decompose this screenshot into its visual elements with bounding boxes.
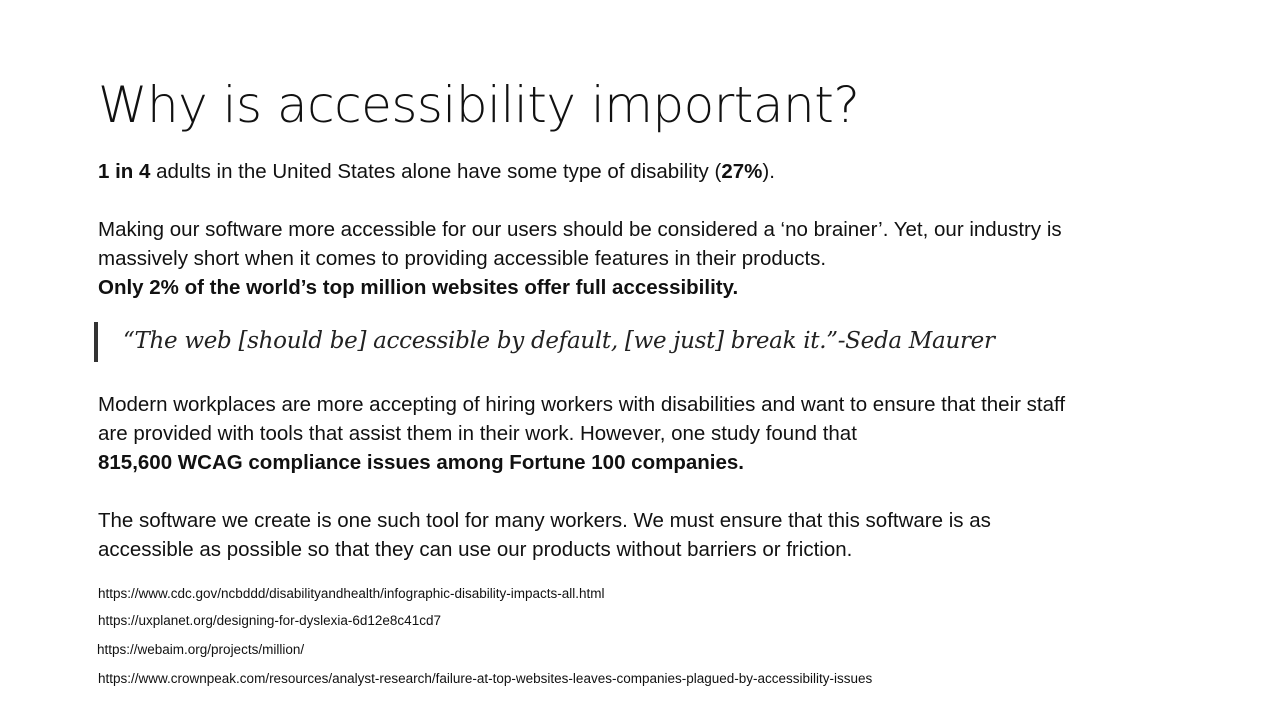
slide-title: Why is accessibility important? — [98, 76, 860, 134]
software-paragraph: The software we create is one such tool for many workers. We must ensure that this software is as accessible as possible so that they can use our products without barriers or friction. — [98, 509, 991, 561]
reference-link[interactable]: https://webaim.org/projects/million/ — [97, 642, 305, 657]
two-percent-statement: Only 2% of the world’s top million websites offer full accessibility. — [98, 276, 739, 299]
reference-link[interactable]: https://www.crownpeak.com/resources/analyst-research/failure-at-top-websites-leaves-companies-plagued-by-accessibility-issues — [98, 671, 873, 686]
reference-link[interactable]: https://uxplanet.org/designing-for-dyslexia-6d12e8c41cd7 — [98, 613, 441, 628]
reference-link[interactable]: https://www.cdc.gov/ncbddd/disabilityandhealth/infographic-disability-impacts-all.html — [98, 586, 605, 601]
stat-text-end: ). — [762, 160, 775, 183]
no-brainer-text: Making our software more accessible for our users should be considered a ‘no brainer’. Yet, our industry is massively short when it comes to providing accessible features in their products. — [98, 218, 1062, 270]
stat-text: adults in the United States alone have some type of disability ( — [150, 160, 722, 183]
seda-maurer-quote: “The web [should be] accessible by default, [we just] break it.”-Seda Maurer — [123, 328, 995, 354]
no-brainer-paragraph — [98, 215, 1088, 302]
stat-percent: 27% — [721, 160, 763, 183]
workplaces-text: Modern workplaces are more accepting of hiring workers with disabilities and want to ensure that their staff are provided with tools that assist them in their work. However, one study found that — [98, 393, 1066, 445]
stat-one-in-four: 1 in 4 — [98, 160, 151, 183]
wcag-issues-statement: 815,600 WCAG compliance issues among Fortune 100 companies. — [98, 451, 744, 474]
workplaces-paragraph — [98, 390, 1088, 477]
quote-bar — [94, 322, 98, 362]
disability-stat-paragraph — [98, 157, 1088, 186]
